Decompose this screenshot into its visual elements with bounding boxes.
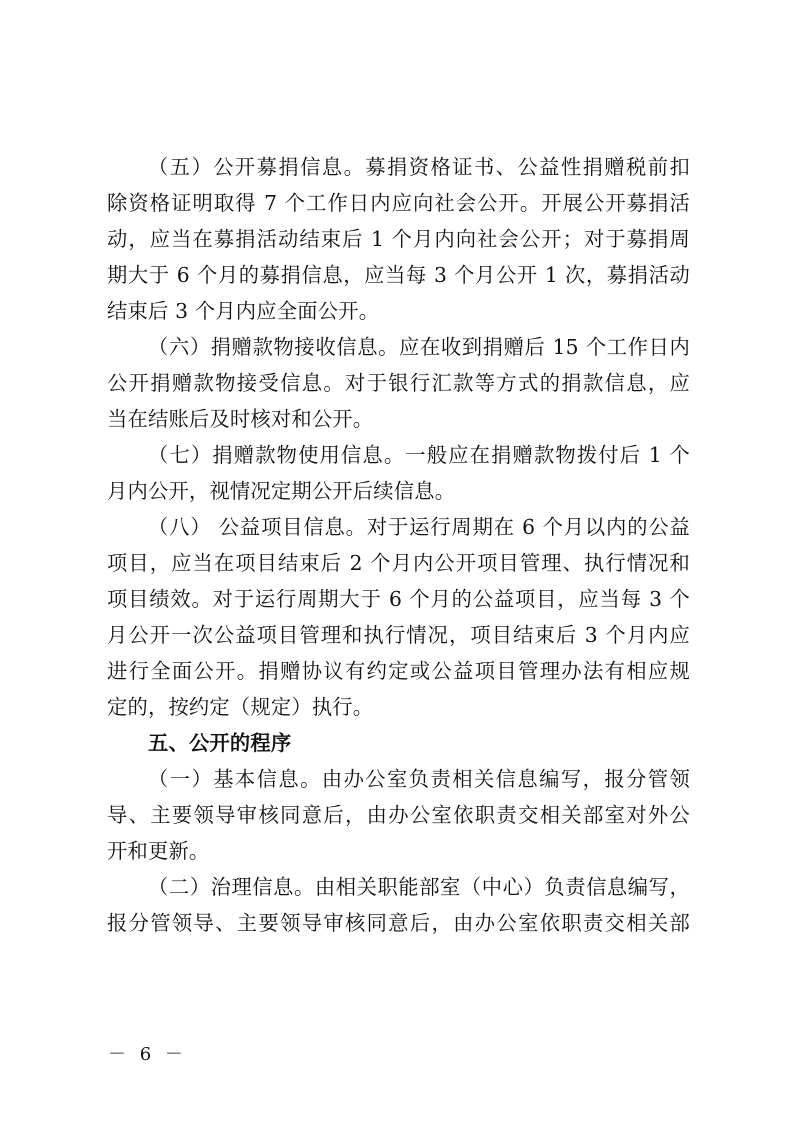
paragraph-line: 项目，应当在项目结束后 2 个月内公开项目管理、执行情况和 <box>107 551 690 575</box>
paragraph-line: 项目绩效。对于运行周期大于 6 个月的公益项目，应当每 3 个 <box>107 587 690 611</box>
paragraph-line: 结束后 3 个月内应全面公开。 <box>107 299 380 323</box>
paragraph-line: 公开捐赠款物接受信息。对于银行汇款等方式的捐款信息，应 <box>107 371 690 395</box>
paragraph-line: 开和更新。 <box>107 839 210 863</box>
paragraph-line: 报分管领导、主要领导审核同意后，由办公室依职责交相关部 <box>107 911 690 935</box>
paragraph-line: （六）捐赠款物接收信息。应在收到捐赠后 15 个工作日内 <box>148 335 690 359</box>
section-heading: 五、公开的程序 <box>148 731 292 755</box>
paragraph-line: （一）基本信息。由办公室负责相关信息编写，报分管领 <box>148 767 690 791</box>
paragraph-line: 动，应当在募捐活动结束后 1 个月内向社会公开；对于募捐周 <box>107 227 690 251</box>
paragraph-line: 定的，按约定（规定）执行。 <box>107 695 374 719</box>
paragraph-line: 月公开一次公益项目管理和执行情况，项目结束后 3 个月内应 <box>107 623 690 647</box>
paragraph-line: 除资格证明取得 7 个工作日内应向社会公开。开展公开募捐活 <box>107 191 690 215</box>
paragraph-line: （五）公开募捐信息。募捐资格证书、公益性捐赠税前扣 <box>148 155 690 179</box>
paragraph-line: （七）捐赠款物使用信息。一般应在捐赠款物拨付后 1 个 <box>148 443 690 467</box>
page-number: － 6 － <box>108 1044 187 1065</box>
paragraph-line: 导、主要领导审核同意后，由办公室依职责交相关部室对外公 <box>107 803 690 827</box>
paragraph-line: 期大于 6 个月的募捐信息，应当每 3 个月公开 1 次，募捐活动 <box>107 263 690 287</box>
paragraph-line: （二）治理信息。由相关职能部室（中心）负责信息编写， <box>148 875 690 899</box>
paragraph-line: 进行全面公开。捐赠协议有约定或公益项目管理办法有相应规 <box>107 659 690 683</box>
paragraph-line: 当在结账后及时核对和公开。 <box>107 407 374 431</box>
document-body <box>107 149 690 941</box>
paragraph-line: （八） 公益项目信息。对于运行周期在 6 个月以内的公益 <box>148 515 690 539</box>
paragraph-line: 月内公开，视情况定期公开后续信息。 <box>107 479 456 503</box>
